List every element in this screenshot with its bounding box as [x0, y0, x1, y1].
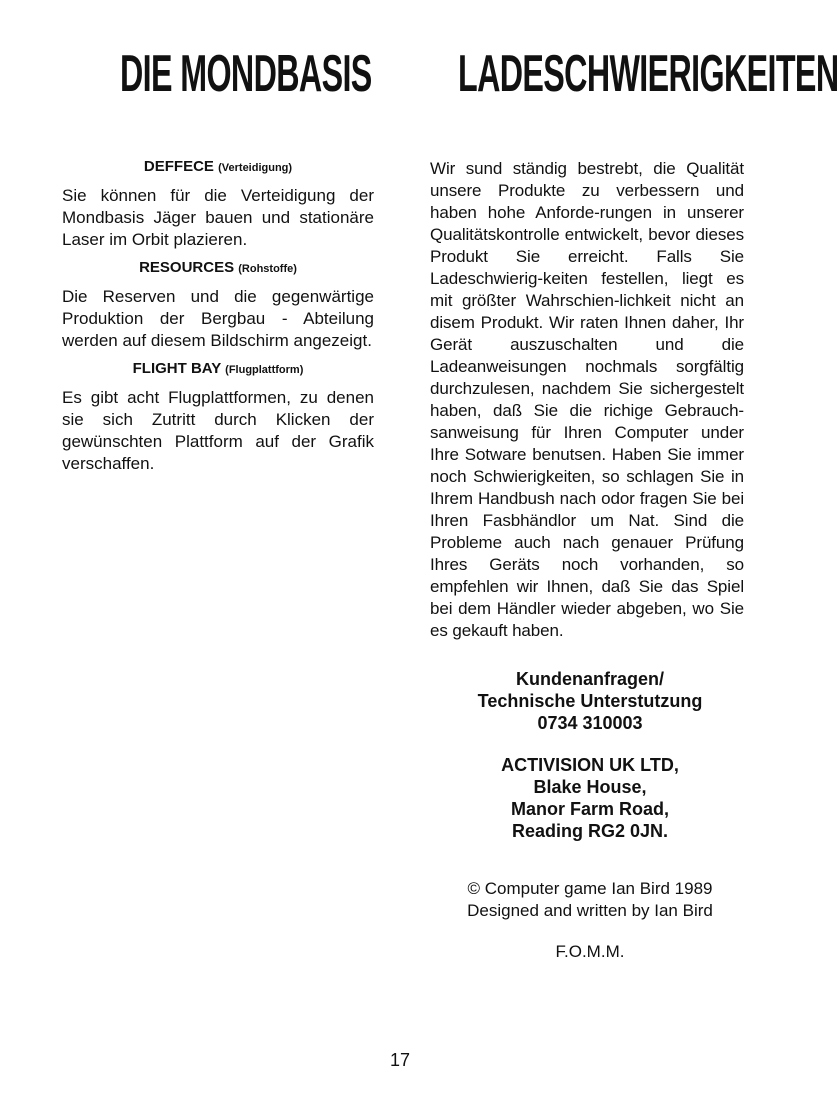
address-line: Reading RG2 0JN. [511, 821, 669, 841]
section-title-sub: (Rohstoffe) [238, 263, 297, 275]
author-line: Designed and written by Ian Bird [467, 901, 713, 920]
company-address [440, 754, 740, 842]
left-heading: DIE MONDBASIS [120, 45, 372, 103]
section-title-flight-bay [62, 360, 374, 377]
section-title-sub: (Verteidigung) [218, 162, 293, 174]
address-line: Blake House, [533, 777, 647, 797]
section-text-resources: Die Reserven und die gegenwärtige Produktion der Bergbau - Abteilung werden auf diesem Bildschirm angezeigt. [62, 287, 374, 350]
section-title-main: DEFFECE [143, 158, 214, 175]
left-column [62, 158, 374, 483]
loading-troubles-text: Wir sund ständig bestrebt, die Qualität unsere Produkte zu verbessern und haben hohe Anforde-rungen in unserer Qualitätskontrolle entwickelt, bevor dieses Produkt Sie erreicht. Falls Sie Ladeschwierig-keiten festellen, liegt es mit größter Wahrschien-lichkeit nicht an disem Produkt. Wir raten Ihnen daher, Ihr Gerät auszuschalten und die Ladeanweisungen nochmals sorgfältig durchzulesen, nachdem Sie sichergestelt haben, daß Sie die richige Gebrauch-sanweisung für Ihren Computer under Ihre Sotware benutsen. Haben Sie immer noch Schwierigkeiten, so schlagen Sie in Ihrem Handbush nach odor fragen Sie bei Ihren Fasbhändlor um Nat. Sind die Probleme auch nach genauer Prüfung Ihres Geräts noch vorhanden, so empfehlen wir Ihnen, daß Sie das Spiel bei dem Händler wieder abgeben, wo Sie es gekauft haben. [430, 159, 744, 640]
company-name: ACTIVISION UK LTD, [501, 755, 679, 775]
section-title-resources [62, 259, 374, 276]
credits [440, 878, 740, 922]
contact-phone: 0734 310003 [537, 713, 643, 733]
section-title-main: FLIGHT BAY [132, 360, 221, 377]
section-title-main: RESOURCES [139, 259, 235, 276]
fomm-text: F.O.M.M. [555, 942, 625, 961]
section-title-sub: (Flugplattform) [225, 364, 304, 376]
page-number: 17 [389, 1050, 411, 1070]
right-column [430, 158, 744, 650]
contact-line: Kundenanfragen/ [515, 669, 664, 689]
section-text-defence: Sie können für die Verteidigung der Mondbasis Jäger bauen und stationäre Laser im Orbit plazieren. [62, 186, 374, 249]
contact-line: Technische Unterstutzung [477, 691, 703, 711]
right-heading: LADESCHWIERIGKEITEN [458, 45, 839, 103]
copyright-line: © Computer game Ian Bird 1989 [467, 879, 713, 898]
address-line: Manor Farm Road, [510, 799, 670, 819]
support-contact [440, 668, 740, 734]
section-text-flight-bay: Es gibt acht Flugplattformen, zu denen sie sich Zutritt durch Klicken der gewünschten Plattform auf der Grafik verschaffen. [62, 388, 374, 473]
section-title-defence [62, 158, 374, 175]
